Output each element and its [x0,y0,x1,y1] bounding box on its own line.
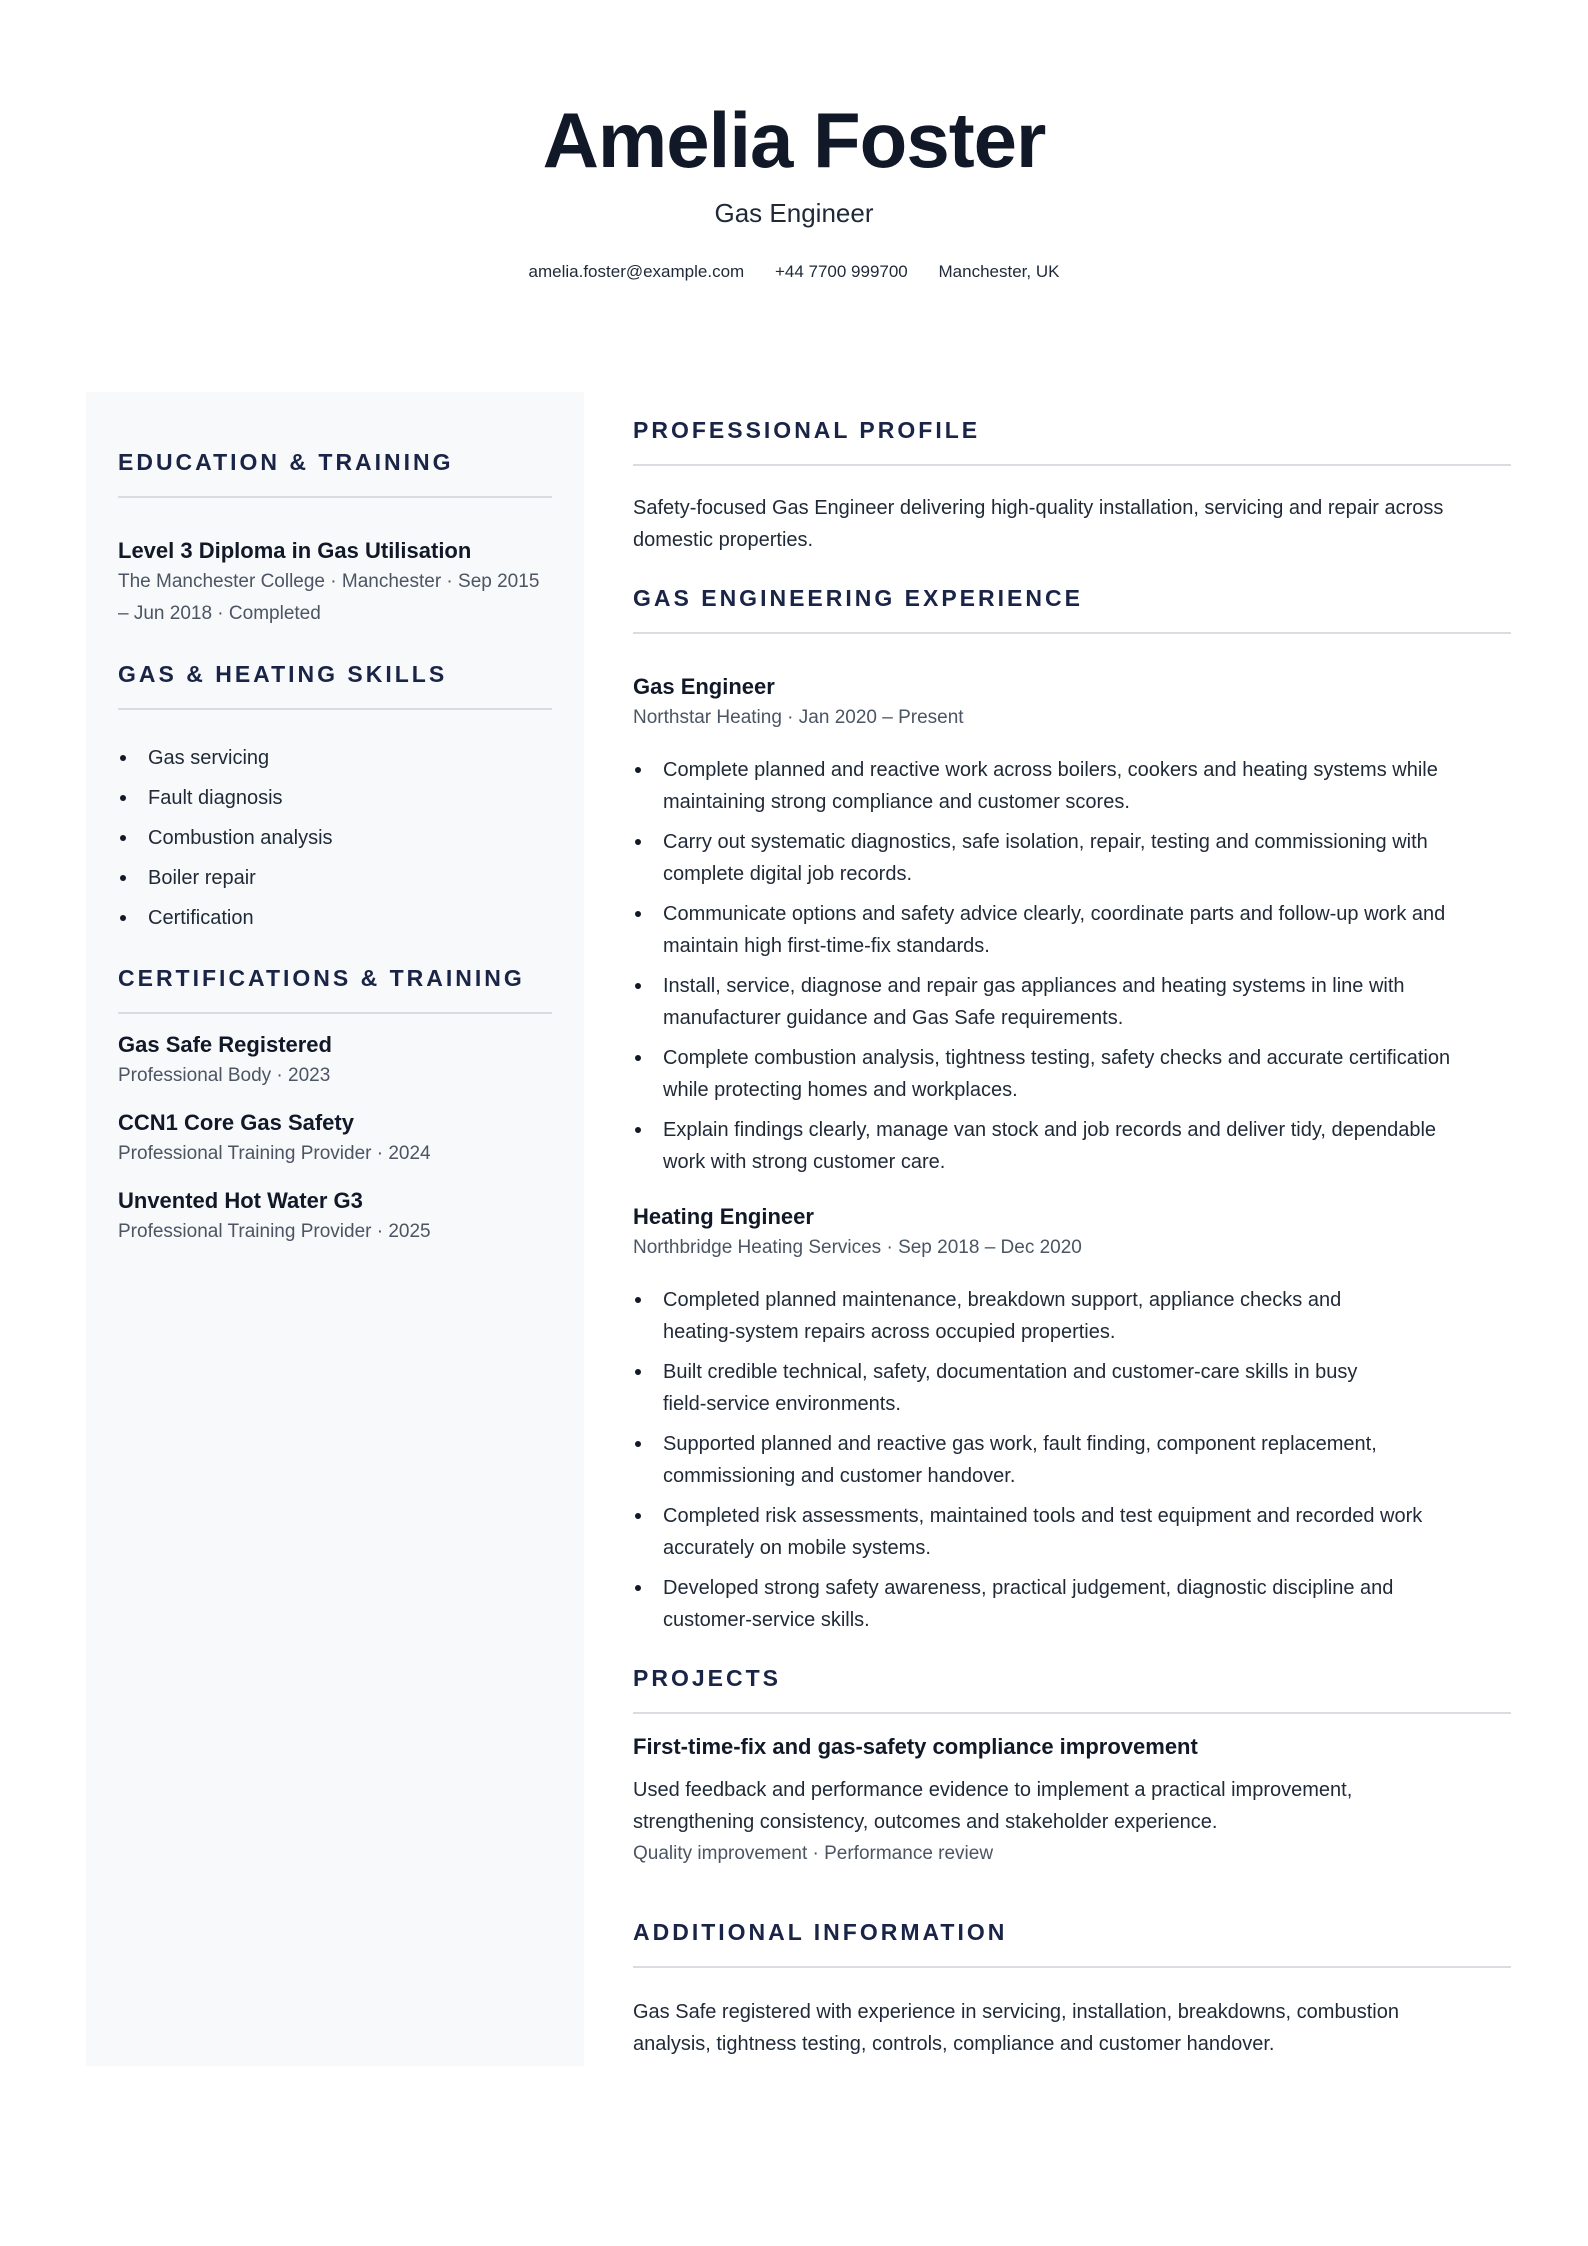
education-item-meta [118,566,578,630]
certification-title: Unvented Hot Water G3 [118,1188,363,1213]
additional-divider [633,1966,1511,1968]
skills-divider [118,708,552,710]
certification-meta: Professional Training Provider · 2024 [118,1143,431,1164]
additional-line: analysis, tightness testing, controls, compliance and customer handover. [633,2033,1275,2055]
additional-title: ADDITIONAL INFORMATION [633,1919,1008,1945]
job-bullet: Complete planned and reactive work across boilers, cookers and heating systems while maintaining strong compliance and customer scores. [633,754,1511,826]
job-bullet: Supported planned and reactive gas work, fault finding, component replacement, commissioning and customer handover. [633,1428,1511,1500]
job-bullet: Carry out systematic diagnostics, safe isolation, repair, testing and commissioning with complete digital job records. [633,826,1511,898]
education-item-title: Level 3 Diploma in Gas Utilisation [118,538,472,563]
profile-line: domestic properties. [633,529,814,551]
job-bullets [633,1284,1511,1644]
contact-location: Manchester, UK [938,262,1060,281]
experience-title: GAS ENGINEERING EXPERIENCE [633,585,1083,611]
candidate-role: Gas Engineer [714,198,874,228]
job-bullet: Completed planned maintenance, breakdown support, appliance checks and heating-system repairs across occupied properties. [633,1284,1511,1356]
certification-meta: Professional Training Provider · 2025 [118,1221,431,1242]
experience-divider [633,632,1511,634]
skill-item: Boiler repair [118,862,558,902]
candidate-name: Amelia Foster [542,96,1046,184]
skill-item: Gas servicing [118,742,558,782]
certification-title: CCN1 Core Gas Safety [118,1110,354,1135]
job-bullet: Install, service, diagnose and repair gas appliances and heating systems in line with manufacturer guidance and Gas Safe requirements. [633,970,1511,1042]
job-bullet: Communicate options and safety advice clearly, coordinate parts and follow-up work and maintain high first-time-fix standards. [633,898,1511,970]
projects-title: PROJECTS [633,1665,781,1691]
project-line: Used feedback and performance evidence to implement a practical improvement, [633,1779,1353,1801]
certification-meta: Professional Body · 2023 [118,1065,331,1086]
projects-divider [633,1712,1511,1714]
profile-line: Safety-focused Gas Engineer delivering high-quality installation, servicing and repair across [633,497,1444,519]
project-title: First-time-fix and gas-safety compliance improvement [633,1734,1198,1759]
job-bullet: Completed risk assessments, maintained tools and test equipment and recorded work accurately on mobile systems. [633,1500,1511,1572]
job-title: Gas Engineer [633,674,775,699]
education-meta-line-2: – Jun 2018 · Completed [118,603,321,624]
education-divider [118,496,552,498]
skills-title: GAS & HEATING SKILLS [118,661,448,687]
job-meta: Northbridge Heating Services · Sep 2018 – Dec 2020 [633,1237,1082,1258]
contact-email[interactable]: amelia.foster@example.com [528,262,745,281]
project-description [633,1774,1511,1838]
project-line: strengthening consistency, outcomes and stakeholder experience. [633,1811,1218,1833]
profile-title: PROFESSIONAL PROFILE [633,417,981,443]
certifications-title: CERTIFICATIONS & TRAINING [118,965,525,991]
education-title: EDUCATION & TRAINING [118,449,454,475]
sidebar [86,392,584,2066]
job-title: Heating Engineer [633,1204,814,1229]
skills-list [118,742,558,942]
certifications-divider [118,1012,552,1014]
job-bullet: Developed strong safety awareness, practical judgement, diagnostic discipline and customer-service skills. [633,1572,1511,1644]
skill-item: Fault diagnosis [118,782,558,822]
job-bullet: Built credible technical, safety, documentation and customer-care skills in busy field-service environments. [633,1356,1511,1428]
skill-item: Combustion analysis [118,822,558,862]
job-meta: Northstar Heating · Jan 2020 – Present [633,707,964,728]
job-bullet: Explain findings clearly, manage van stock and job records and deliver tidy, dependable work with strong customer care. [633,1114,1511,1186]
profile-summary [633,492,1511,556]
certification-title: Gas Safe Registered [118,1032,332,1057]
job-bullet: Complete combustion analysis, tightness testing, safety checks and accurate certification while protecting homes and workplaces. [633,1042,1511,1114]
project-tags: Quality improvement · Performance review [633,1843,994,1864]
contact-line [0,260,1588,284]
job-bullets [633,754,1511,1186]
education-meta-line-1: The Manchester College · Manchester · Sep 2015 [118,571,540,592]
skill-item: Certification [118,902,558,942]
additional-line: Gas Safe registered with experience in servicing, installation, breakdowns, combustion [633,2001,1399,2023]
profile-divider [633,464,1511,466]
additional-text [633,1996,1511,2060]
contact-phone[interactable]: +44 7700 999700 [774,262,908,281]
